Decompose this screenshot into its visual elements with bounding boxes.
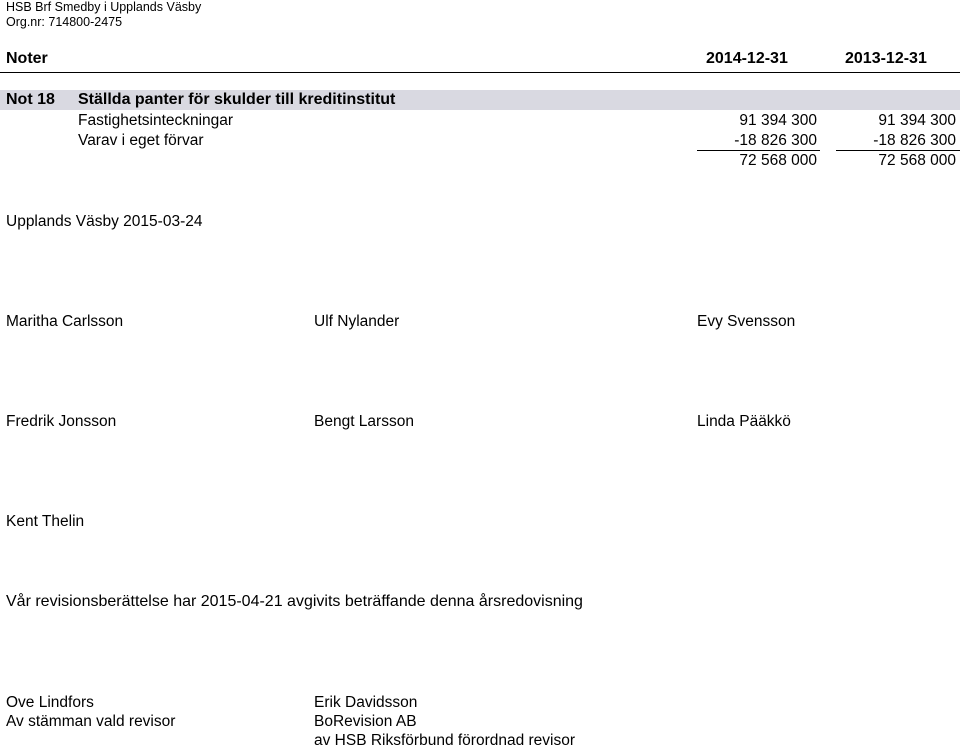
column-year-2014: 2014-12-31 — [706, 50, 788, 67]
auditor-role: Av stämman vald revisor — [6, 713, 176, 730]
row-value-2013: 72 568 000 — [878, 152, 956, 169]
signature-name: Linda Pääkkö — [697, 413, 791, 430]
row-value-2014: 91 394 300 — [739, 112, 817, 129]
note-title: Ställda panter för skulder till kreditinstitut — [78, 91, 396, 108]
auditor-company: BoRevision AB — [314, 713, 417, 730]
signature-name: Kent Thelin — [6, 513, 85, 530]
column-year-2013: 2013-12-31 — [845, 50, 927, 67]
note-title-bar — [0, 90, 960, 110]
company-name: HSB Brf Smedby i Upplands Väsby — [6, 0, 202, 14]
signature-name: Fredrik Jonsson — [6, 413, 117, 430]
signature-name: Maritha Carlsson — [6, 313, 124, 330]
row-value-2013: -18 826 300 — [873, 132, 956, 149]
table-row-total — [0, 151, 960, 171]
notes-label: Noter — [6, 50, 48, 67]
signature-name: Ulf Nylander — [314, 313, 400, 330]
table-row — [0, 111, 960, 131]
row-value-2014: 72 568 000 — [739, 152, 817, 169]
notes-header — [0, 45, 960, 73]
row-value-2013: 91 394 300 — [878, 112, 956, 129]
table-row — [0, 131, 960, 151]
row-label: Fastighetsinteckningar — [78, 112, 234, 129]
signature-name: Evy Svensson — [697, 313, 796, 330]
audit-statement: Vår revisionsberättelse har 2015-04-21 avgivits beträffande denna årsredovisning — [6, 593, 583, 610]
signature-name: Bengt Larsson — [314, 413, 414, 430]
row-value-2014: -18 826 300 — [734, 132, 817, 149]
note-number: Not 18 — [6, 91, 55, 108]
org-number: Org.nr: 714800-2475 — [6, 15, 123, 29]
auditor-name: Ove Lindfors — [6, 694, 94, 711]
place-date: Upplands Väsby 2015-03-24 — [6, 213, 203, 230]
row-label: Varav i eget förvar — [78, 132, 204, 149]
auditor-name: Erik Davidsson — [314, 694, 418, 711]
auditor-role: av HSB Riksförbund förordnad revisor — [314, 732, 576, 749]
